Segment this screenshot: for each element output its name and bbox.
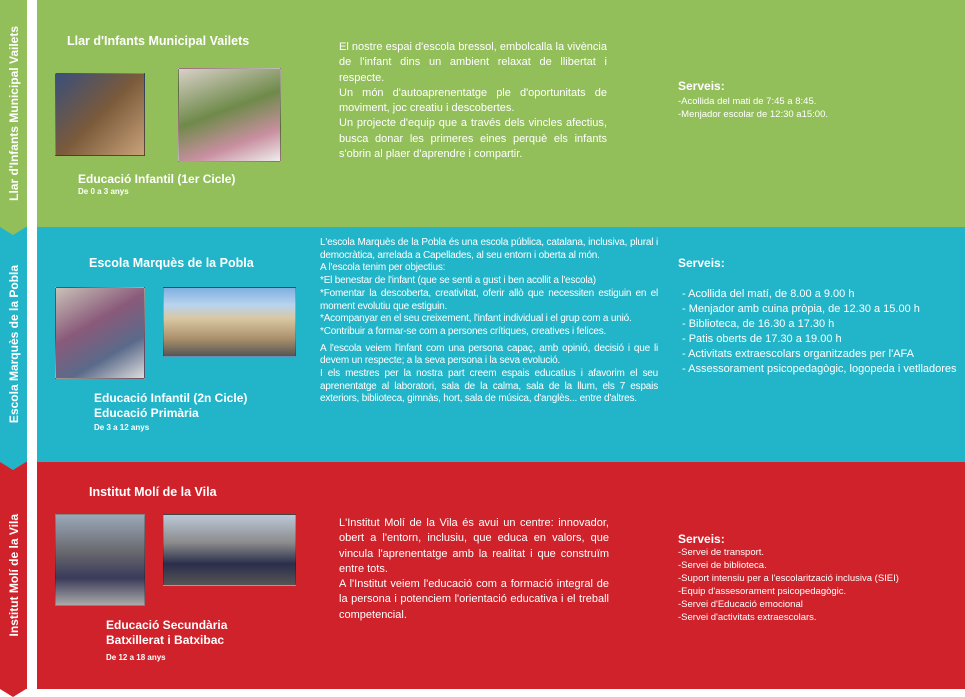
side-tab-label: Escola Marquès de la Pobla <box>6 265 21 424</box>
side-tab-vailets[interactable] <box>0 0 27 227</box>
age-range: De 12 a 18 anys <box>106 653 166 662</box>
text-line: I els mestres per la nostra part creem espais educatius i afavorim el seu aprenentatge al laboratori, sala de la calma, sala de la llum, els 7 espais exteriors, biblioteca, gimnàs, hort, sala de música, d'anglès... entre d'altres. <box>320 368 658 405</box>
text-line: A l'escola tenim per objectius: <box>320 262 446 274</box>
text-line: -Acollida del mati de 7:45 a 8:45. <box>678 96 817 107</box>
text-line: A l'escola veiem l'infant com una persona capaç, amb opinió, decisió i que li devem un respecte; a la seva persona i la seva evolució. <box>320 342 658 367</box>
description <box>339 40 607 162</box>
section-title: Escola Marquès de la Pobla <box>89 256 254 270</box>
text-line: L'Institut Molí de la Vila és avui un centre: innovador, obert a l'entorn, inclusiu, que educa en valors, que vincula l'aprenentatge amb la realitat i que construïm entre tots. <box>339 517 609 575</box>
section-title: Llar d'Infants Municipal Vailets <box>67 34 250 48</box>
photo-classroom <box>55 287 145 379</box>
text-line: Un projecte d'equip que a través dels vincles afectius, busca donar les primeres eines perquè els infants s'obrin al plaer d'aprendre i compartir. <box>339 117 607 161</box>
section-vailets <box>37 0 965 227</box>
text-line: - Patis oberts de 17.30 a 19.00 h <box>682 333 842 345</box>
text-line: Educació Infantil (2n Cicle) <box>94 391 248 405</box>
education-level <box>106 618 227 648</box>
description <box>320 237 658 406</box>
services-heading: Serveis: <box>678 79 725 93</box>
text-line: Educació Primària <box>94 406 199 420</box>
text-line: -Menjador escolar de 12:30 a15:00. <box>678 109 828 120</box>
text-line: - Assessorament psicopedagògic, logopeda i vetlladores <box>682 363 957 375</box>
description <box>339 516 609 623</box>
text-line: - Biblioteca, de 16.30 a 17.30 h <box>682 318 835 330</box>
side-tab-label: Llar d'Infants Municipal Vailets <box>6 26 21 201</box>
text-line: El nostre espai d'escola bressol, embolcalla la vivència de l'infant dins un ambient relaxat de llibertat i respecte. <box>339 41 607 84</box>
photo-students-street <box>163 514 296 586</box>
text-line: *Contribuir a formar-se com a persones crítiques, creatives i felices. <box>320 325 607 337</box>
text-line: Un món d'autoaprenentatge ple d'oportunitats de moviment, joc creatiu i descobertes. <box>339 86 607 115</box>
text-line: -Servei de biblioteca. <box>678 560 767 571</box>
text-line: -Servei d'Educació emocional <box>678 599 803 610</box>
text-line: -Suport intensiu per a l'escolarització inclusiva (SIEI) <box>678 573 899 584</box>
text-line: Educació Secundària <box>106 618 228 632</box>
age-range: De 3 a 12 anys <box>94 423 150 432</box>
text-line: - Acollida del matí, de 8.00 a 9.00 h <box>682 288 855 300</box>
text-line: - Activitats extraescolars organitzades per l'AFA <box>682 348 914 360</box>
text-line: - Menjador amb cuina pròpia, de 12.30 a 15.00 h <box>682 303 920 315</box>
services-heading: Serveis: <box>678 532 725 546</box>
text-line: -Equip d'assesorament psicopedagògic. <box>678 586 847 597</box>
photo-children-playing <box>55 73 145 156</box>
age-range: De 0 a 3 anys <box>78 187 129 196</box>
text-line: -Servei d'activitats extraescolars. <box>678 612 817 623</box>
photo-students-group <box>55 514 145 606</box>
text-line: *El benestar de l'infant (que se senti a gust i ben acollit a l'escola) <box>320 275 596 287</box>
text-line: -Servei de transport. <box>678 547 765 558</box>
text-line: A l'Institut veiem l'educació com a formació integral de la persona i potenciem l'orientació educativa i el treball competencial. <box>339 578 609 621</box>
education-level <box>94 391 247 421</box>
services <box>678 80 828 121</box>
education-level: Educació Infantil (1er Cicle) <box>78 172 236 186</box>
text-line: Batxillerat i Batxibac <box>106 633 225 647</box>
section-moli <box>37 462 965 689</box>
section-title: Institut Molí de la Vila <box>89 485 217 499</box>
photo-school-building <box>163 287 296 357</box>
side-tab-marques[interactable] <box>0 227 27 462</box>
text-line: L'escola Marquès de la Pobla és una escola pública, catalana, inclusiva, plural i democràtica, arrelada a Capellades, al seu entorn i oberta al món. <box>320 237 658 261</box>
services-heading: Serveis: <box>678 256 725 270</box>
side-tab-moli[interactable] <box>0 462 27 689</box>
text-line: *Acompanyar en el seu creixement, l'infant individual i el grup com a unió. <box>320 313 632 325</box>
services <box>678 533 899 624</box>
side-tab-label: Institut Molí de la Vila <box>6 514 21 637</box>
text-line: *Fomentar la descoberta, creativitat, oferir allò que necessiten estiguin en el moment evolutiu que estiguin. <box>320 287 658 312</box>
section-marques <box>37 227 965 462</box>
services <box>678 256 963 377</box>
photo-child-toy <box>178 68 281 162</box>
